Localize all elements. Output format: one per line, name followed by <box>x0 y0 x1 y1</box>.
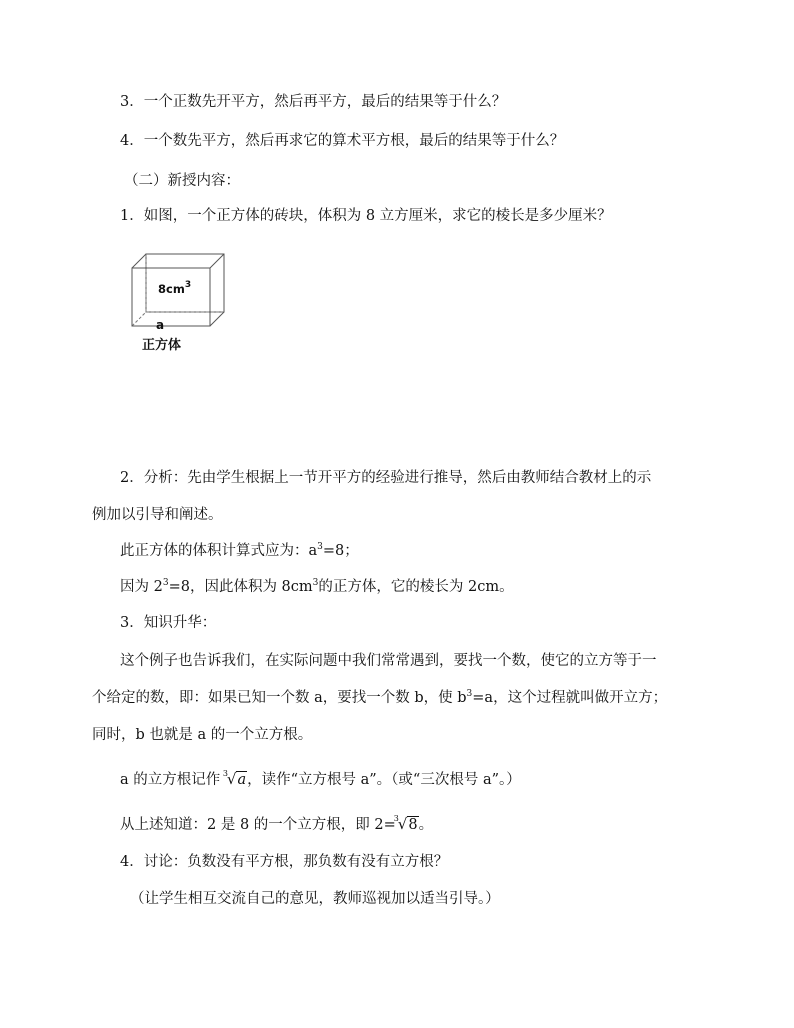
cube-root-8: 3 √8 <box>393 814 418 833</box>
notation-line: a 的立方根记作 3 √a，读作“立方根号 a”。（或“三次根号 a”。） <box>120 769 521 788</box>
analysis-line-1: 2．分析：先由学生根据上一节开平方的经验进行推导，然后由教师结合教材上的示 <box>120 470 652 486</box>
cube-figure <box>128 252 228 356</box>
since-statement: 因为 $2^3=8$，因此体积为 $8cm^3$的正方体，它的棱长为 2cm。 <box>120 578 514 595</box>
edge-label: a <box>156 318 165 332</box>
knowledge-paragraph-1: 这个例子也告诉我们，在实际问题中我们常常遇到，要找一个数，使它的立方等于一 <box>120 653 657 669</box>
knowledge-paragraph-3: 同时，b 也就是 a 的一个立方根。 <box>92 727 313 743</box>
volume-label: $8cm^3$ <box>158 280 192 296</box>
item-1-question: 1．如图，一个正方体的砖块，体积为 8 立方厘米，求它的棱长是多少厘米？ <box>120 208 612 224</box>
knowledge-paragraph-2: 个给定的数，即：如果已知一个数 a，要找一个数 b，使 $b^3=a$，这个过程就叫做开立方； <box>92 689 668 706</box>
question-4: 4．一个数先平方，然后再求它的算术平方根，最后的结果等于什么？ <box>120 133 565 149</box>
example-line: 从上述知道：2 是 8 的一个立方根，即 2= 3 √8。 <box>120 814 434 833</box>
section-heading: （二）新授内容： <box>124 173 240 189</box>
figure-caption: 正方体 <box>142 338 182 353</box>
question-3: 3．一个正数先开平方，然后再平方，最后的结果等于什么？ <box>120 94 507 110</box>
volume-formula: 此正方体的体积计算式应为：$a^3=8$； <box>120 542 359 559</box>
analysis-line-2: 例加以引导和阐述。 <box>92 507 223 523</box>
cube-root-a: 3 √a <box>222 769 247 788</box>
discussion-note: （让学生相互交流自己的意见，教师巡视加以适当引导。） <box>130 891 500 907</box>
discussion-question: 4．讨论：负数没有平方根，那负数有没有立方根？ <box>120 854 449 870</box>
knowledge-heading: 3．知识升华： <box>120 615 217 631</box>
